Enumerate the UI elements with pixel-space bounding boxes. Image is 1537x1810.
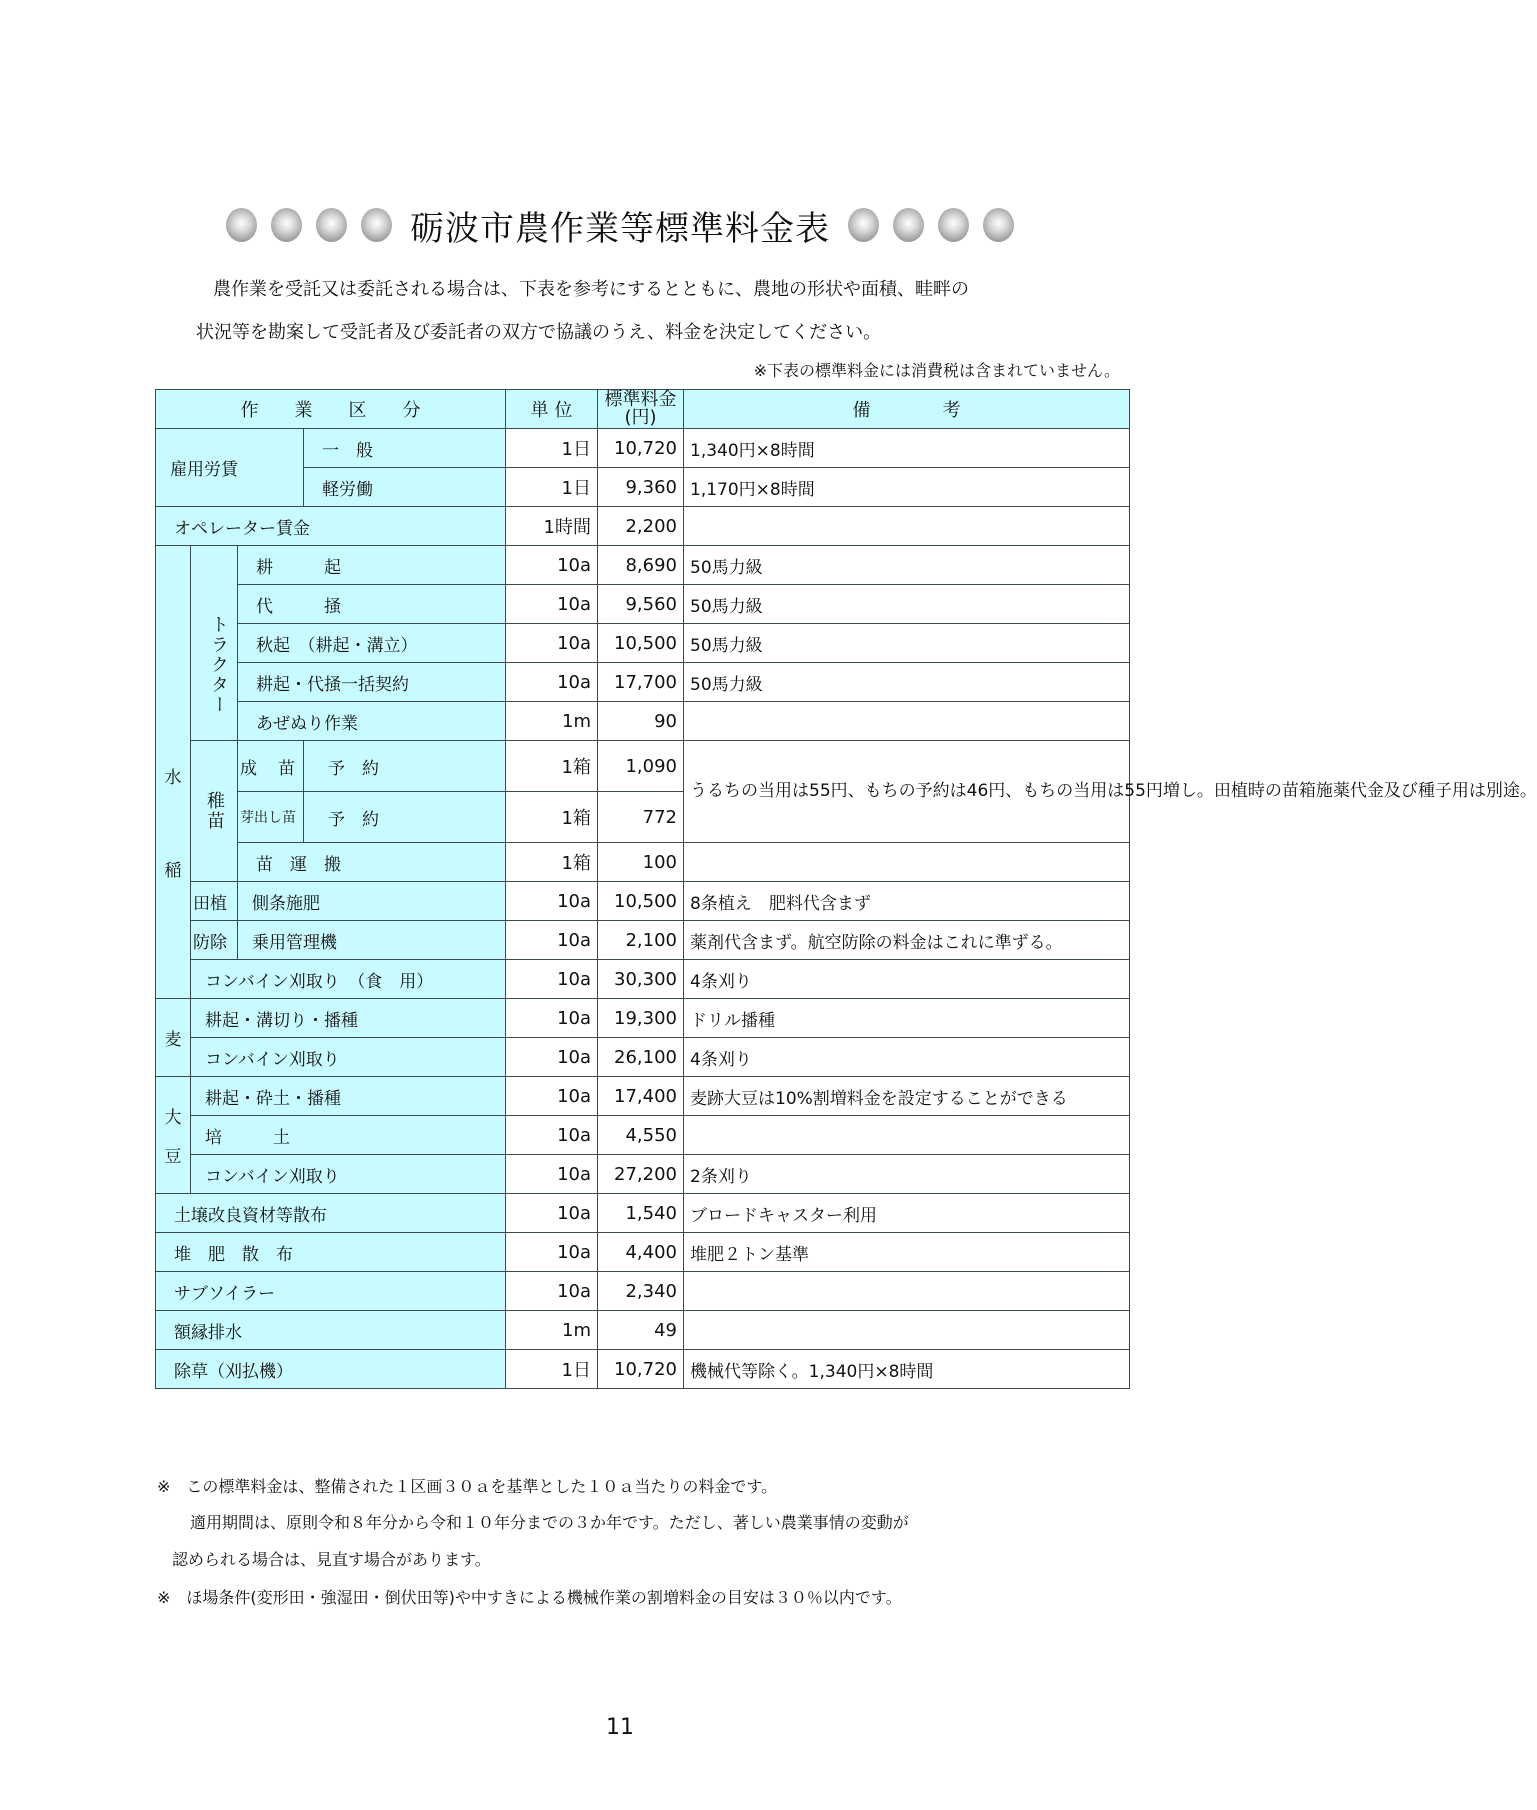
row-unit: 1箱 <box>506 843 598 882</box>
table-row <box>156 1155 1130 1194</box>
row-fee: 49 <box>598 1311 684 1350</box>
row-label: 額縁排水 <box>156 1311 506 1350</box>
row-unit: 10a <box>506 1077 598 1116</box>
row-remark <box>684 1272 1130 1311</box>
sphere-icon <box>938 208 969 242</box>
row-remark: 50馬力級 <box>684 624 1130 663</box>
row-unit: 1時間 <box>506 507 598 546</box>
tax-note: ※下表の標準料金には消費税は含まれていません。 <box>753 361 1120 380</box>
row-label: 一 般 <box>304 429 506 468</box>
table-row <box>156 702 1130 741</box>
row-fee: 17,700 <box>598 663 684 702</box>
row-label: 耕 起 <box>238 546 506 585</box>
row-remark: 50馬力級 <box>684 585 1130 624</box>
row-fee: 2,200 <box>598 507 684 546</box>
table-row <box>156 1194 1130 1233</box>
title-decoration-right <box>848 208 1014 242</box>
table-row <box>156 1311 1130 1350</box>
group-chibyo: 稚苗 <box>191 741 238 882</box>
row-remark: 2条刈り <box>684 1155 1130 1194</box>
header-fee <box>598 390 684 429</box>
row-label: 予 約 <box>304 792 506 843</box>
footnote-3: 認められる場合は、見直す場合があります。 <box>172 1550 491 1569</box>
table-row <box>156 921 1130 960</box>
row-label: 除草（刈払機） <box>156 1350 506 1389</box>
group-suitou-top: 水 <box>164 768 182 788</box>
group-suitou-bottom: 稲 <box>164 861 182 881</box>
row-label: コンバイン刈取り <box>191 1155 506 1194</box>
row-remark: 8条植え 肥料代含まず <box>684 882 1130 921</box>
row-unit: 1日 <box>506 468 598 507</box>
group-taue: 田植 <box>191 882 238 921</box>
table-row <box>156 999 1130 1038</box>
group-daizu-top: 大 <box>164 1108 182 1128</box>
table-row <box>156 1350 1130 1389</box>
row-fee: 9,560 <box>598 585 684 624</box>
row-unit: 10a <box>506 1272 598 1311</box>
row-fee: 2,100 <box>598 921 684 960</box>
table-header-row <box>156 390 1130 429</box>
title-banner <box>0 200 1240 250</box>
table-row <box>156 843 1130 882</box>
row-unit: 10a <box>506 1116 598 1155</box>
row-unit: 10a <box>506 1155 598 1194</box>
row-fee: 17,400 <box>598 1077 684 1116</box>
row-unit: 10a <box>506 585 598 624</box>
row-unit: 10a <box>506 624 598 663</box>
row-fee: 772 <box>598 792 684 843</box>
row-label: 秋起 （耕起・溝立） <box>238 624 506 663</box>
row-fee: 1,090 <box>598 741 684 792</box>
row-remark: 50馬力級 <box>684 663 1130 702</box>
header-fee-line2: (円) <box>624 407 657 428</box>
row-fee: 10,500 <box>598 624 684 663</box>
row-label: 耕起・砕土・播種 <box>191 1077 506 1116</box>
row-unit: 1m <box>506 1311 598 1350</box>
row-remark: 堆肥２トン基準 <box>684 1233 1130 1272</box>
table-row <box>156 507 1130 546</box>
table-row <box>156 429 1130 468</box>
row-unit: 10a <box>506 1233 598 1272</box>
sphere-icon <box>361 208 392 242</box>
group-suitou <box>156 546 191 999</box>
header-remarks: 備 考 <box>684 390 1130 429</box>
row-fee: 19,300 <box>598 999 684 1038</box>
row-remark: 薬剤代含まず。航空防除の料金はこれに準ずる。 <box>684 921 1130 960</box>
row-remark: 50馬力級 <box>684 546 1130 585</box>
sphere-icon <box>893 208 924 242</box>
row-label: サブソイラー <box>156 1272 506 1311</box>
row-fee: 4,400 <box>598 1233 684 1272</box>
table-row <box>156 546 1130 585</box>
row-remark-rice-seedling: うるちの当用は55円、もちの予約は46円、もちの当用は55円増し。田植時の苗箱施薬代金及び種子用は別途。 <box>684 741 1130 843</box>
group-daizu <box>156 1077 191 1194</box>
group-daizu-bottom: 豆 <box>164 1147 182 1167</box>
row-label: 代 掻 <box>238 585 506 624</box>
sphere-icon <box>983 208 1014 242</box>
row-unit: 10a <box>506 960 598 999</box>
group-mugi: 麦 <box>156 999 191 1077</box>
row-fee: 4,550 <box>598 1116 684 1155</box>
row-unit: 10a <box>506 999 598 1038</box>
table-row <box>156 1077 1130 1116</box>
row-remark: 4条刈り <box>684 960 1130 999</box>
row-remark: 機械代等除く。1,340円×8時間 <box>684 1350 1130 1389</box>
row-label: 乗用管理機 <box>238 921 506 960</box>
row-fee: 2,340 <box>598 1272 684 1311</box>
group-boujo: 防除 <box>191 921 238 960</box>
row-remark <box>684 1116 1130 1155</box>
table-row <box>156 1233 1130 1272</box>
row-unit: 1日 <box>506 429 598 468</box>
row-remark <box>684 702 1130 741</box>
row-fee: 26,100 <box>598 1038 684 1077</box>
row-fee: 9,360 <box>598 468 684 507</box>
header-fee-line1: 標準料金 <box>604 389 677 410</box>
table-row <box>156 882 1130 921</box>
row-remark <box>684 1311 1130 1350</box>
row-remark <box>684 507 1130 546</box>
row-unit: 10a <box>506 663 598 702</box>
row-label: 側条施肥 <box>238 882 506 921</box>
row-label: 耕起・代掻一括契約 <box>238 663 506 702</box>
row-label: あぜぬり作業 <box>238 702 506 741</box>
row-remark: 麦跡大豆は10%割増料金を設定することができる <box>684 1077 1130 1116</box>
sphere-icon <box>226 208 257 242</box>
row-unit: 1箱 <box>506 792 598 843</box>
row-remark: 4条刈り <box>684 1038 1130 1077</box>
row-fee: 1,540 <box>598 1194 684 1233</box>
table-row <box>156 1272 1130 1311</box>
row-label: 予 約 <box>304 741 506 792</box>
intro-line-2: 状況等を勘案して受託者及び委託者の双方で協議のうえ、料金を決定してください。 <box>196 322 882 343</box>
row-unit: 10a <box>506 546 598 585</box>
row-fee: 8,690 <box>598 546 684 585</box>
row-label: 耕起・溝切り・播種 <box>191 999 506 1038</box>
page-number: 11 <box>606 1715 634 1740</box>
row-unit: 1日 <box>506 1350 598 1389</box>
row-label: 土壌改良資材等散布 <box>156 1194 506 1233</box>
row-fee: 27,200 <box>598 1155 684 1194</box>
row-unit: 10a <box>506 921 598 960</box>
row-fee: 10,720 <box>598 1350 684 1389</box>
row-label: 堆 肥 散 布 <box>156 1233 506 1272</box>
header-category: 作 業 区 分 <box>156 390 506 429</box>
row-fee: 10,500 <box>598 882 684 921</box>
subgroup-seibyo: 成 苗 <box>238 741 304 792</box>
row-unit: 10a <box>506 1038 598 1077</box>
row-fee: 30,300 <box>598 960 684 999</box>
fee-table <box>155 389 1537 1389</box>
row-fee: 100 <box>598 843 684 882</box>
row-label: コンバイン刈取り <box>191 1038 506 1077</box>
table-row <box>156 585 1130 624</box>
row-remark: 1,340円×8時間 <box>684 429 1130 468</box>
sphere-icon <box>271 208 302 242</box>
footnote-1: ※ この標準料金は、整備された１区画３０ａを基準とした１０ａ当たりの料金です。 <box>157 1477 778 1496</box>
row-unit: 1m <box>506 702 598 741</box>
row-fee: 90 <box>598 702 684 741</box>
subgroup-medashi: 芽出し苗 <box>238 792 304 843</box>
sphere-icon <box>316 208 347 242</box>
sphere-icon <box>848 208 879 242</box>
row-remark: ドリル播種 <box>684 999 1130 1038</box>
footnote-4: ※ ほ場条件(変形田・強湿田・倒伏田等)や中すきによる機械作業の割増料金の目安は３０％以内です。 <box>157 1588 902 1607</box>
group-tractor: トラクター <box>191 546 238 741</box>
row-unit: 1箱 <box>506 741 598 792</box>
table-row <box>156 741 1130 792</box>
intro-line-1: 農作業を受託又は委託される場合は、下表を参考にするとともに、農地の形状や面積、畦畔の <box>213 279 969 300</box>
row-unit: 10a <box>506 1194 598 1233</box>
row-label: 培 土 <box>191 1116 506 1155</box>
header-unit: 単 位 <box>506 390 598 429</box>
row-label: 軽労働 <box>304 468 506 507</box>
row-fee: 10,720 <box>598 429 684 468</box>
row-remark <box>684 843 1130 882</box>
row-remark: ブロードキャスター利用 <box>684 1194 1130 1233</box>
title-decoration-left <box>226 208 392 242</box>
table-row <box>156 1038 1130 1077</box>
row-label: 苗 運 搬 <box>238 843 506 882</box>
table-row <box>156 624 1130 663</box>
row-unit: 10a <box>506 882 598 921</box>
row-label: オペレーター賃金 <box>156 507 506 546</box>
table-row <box>156 960 1130 999</box>
row-remark: 1,170円×8時間 <box>684 468 1130 507</box>
table-row <box>156 663 1130 702</box>
footnote-2: 適用期間は、原則令和８年分から令和１０年分までの３か年です。ただし、著しい農業事情の変動が <box>190 1513 909 1532</box>
group-koyou: 雇用労賃 <box>156 429 304 507</box>
page-title: 砺波市農作業等標準料金表 <box>410 208 830 249</box>
row-label: コンバイン刈取り （食 用） <box>191 960 506 999</box>
table-row <box>156 1116 1130 1155</box>
